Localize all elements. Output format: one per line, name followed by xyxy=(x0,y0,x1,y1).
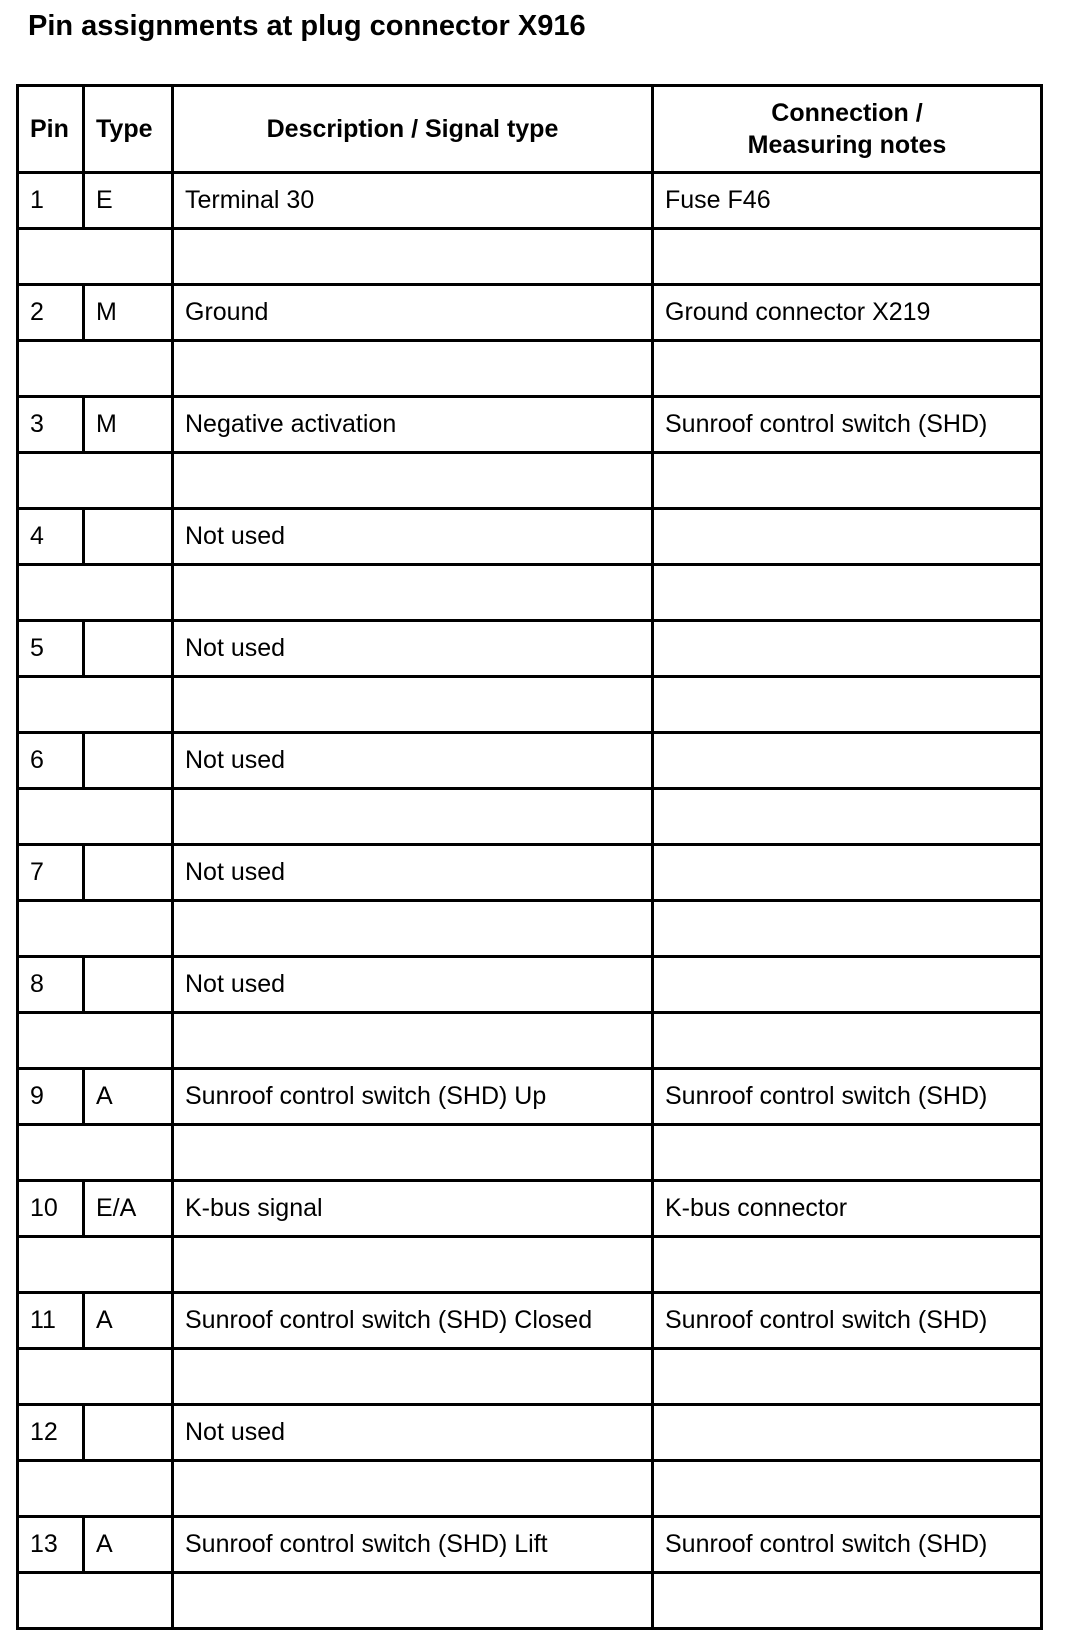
page-title: Pin assignments at plug connector X916 xyxy=(28,10,586,42)
spacer-cell xyxy=(18,677,173,733)
header-connection-line1: Connection / xyxy=(771,99,923,127)
header-description: Description / Signal type xyxy=(173,86,653,173)
table-row xyxy=(18,285,1042,341)
type-cell xyxy=(84,957,173,1013)
header-connection-line2: Measuring notes xyxy=(747,131,947,159)
spacer-cell xyxy=(173,1125,653,1181)
spacer-cell xyxy=(173,677,653,733)
pin-cell: 8 xyxy=(18,957,84,1013)
description-cell: Ground xyxy=(173,285,653,341)
type-cell: M xyxy=(84,397,173,453)
type-cell xyxy=(84,733,173,789)
table-row xyxy=(18,397,1042,453)
pin-cell: 1 xyxy=(18,173,84,229)
connection-cell: Sunroof control switch (SHD) xyxy=(653,1069,1042,1125)
pin-cell: 4 xyxy=(18,509,84,565)
connection-cell xyxy=(653,845,1042,901)
type-cell: E xyxy=(84,173,173,229)
spacer-cell xyxy=(173,1013,653,1069)
spacer-cell xyxy=(173,341,653,397)
spacer-cell xyxy=(653,341,1042,397)
spacer-cell xyxy=(653,1573,1042,1629)
description-cell: Sunroof control switch (SHD) Up xyxy=(173,1069,653,1125)
header-pin: Pin xyxy=(18,86,84,173)
table-row xyxy=(18,1517,1042,1573)
spacer-cell xyxy=(18,901,173,957)
table-row xyxy=(18,621,1042,677)
type-cell xyxy=(84,845,173,901)
connection-cell: Fuse F46 xyxy=(653,173,1042,229)
connection-cell xyxy=(653,957,1042,1013)
spacer-cell xyxy=(653,677,1042,733)
table-row xyxy=(18,1293,1042,1349)
spacer-cell xyxy=(653,901,1042,957)
pin-cell: 6 xyxy=(18,733,84,789)
pin-cell: 12 xyxy=(18,1405,84,1461)
table-row xyxy=(18,957,1042,1013)
pin-cell: 5 xyxy=(18,621,84,677)
spacer-cell xyxy=(173,1349,653,1405)
table-row xyxy=(18,733,1042,789)
spacer-cell xyxy=(18,229,173,285)
description-cell: Not used xyxy=(173,733,653,789)
spacer-row xyxy=(18,565,1042,621)
spacer-cell xyxy=(173,1461,653,1517)
spacer-cell xyxy=(173,1237,653,1293)
type-cell xyxy=(84,621,173,677)
spacer-cell xyxy=(653,453,1042,509)
spacer-row xyxy=(18,1013,1042,1069)
description-cell: Negative activation xyxy=(173,397,653,453)
spacer-cell xyxy=(173,1573,653,1629)
table-row xyxy=(18,173,1042,229)
type-cell: A xyxy=(84,1517,173,1573)
pin-cell: 9 xyxy=(18,1069,84,1125)
spacer-cell xyxy=(173,789,653,845)
table-row xyxy=(18,509,1042,565)
spacer-cell xyxy=(18,453,173,509)
pin-cell: 10 xyxy=(18,1181,84,1237)
spacer-cell xyxy=(653,229,1042,285)
connection-cell: Sunroof control switch (SHD) xyxy=(653,397,1042,453)
description-cell: Not used xyxy=(173,1405,653,1461)
connection-cell xyxy=(653,621,1042,677)
spacer-cell xyxy=(18,1013,173,1069)
connection-cell xyxy=(653,1405,1042,1461)
spacer-row xyxy=(18,453,1042,509)
spacer-cell xyxy=(653,1349,1042,1405)
spacer-cell xyxy=(653,1013,1042,1069)
description-cell: Not used xyxy=(173,957,653,1013)
table-row xyxy=(18,1069,1042,1125)
pin-cell: 3 xyxy=(18,397,84,453)
spacer-row xyxy=(18,341,1042,397)
pin-cell: 2 xyxy=(18,285,84,341)
table-row xyxy=(18,1181,1042,1237)
description-cell: Sunroof control switch (SHD) Closed xyxy=(173,1293,653,1349)
connection-cell: Sunroof control switch (SHD) xyxy=(653,1293,1042,1349)
spacer-cell xyxy=(653,1461,1042,1517)
spacer-cell xyxy=(18,789,173,845)
spacer-row xyxy=(18,229,1042,285)
pin-cell: 7 xyxy=(18,845,84,901)
spacer-cell xyxy=(173,229,653,285)
spacer-cell xyxy=(18,1461,173,1517)
description-cell: Terminal 30 xyxy=(173,173,653,229)
pin-cell: 13 xyxy=(18,1517,84,1573)
connection-cell: Sunroof control switch (SHD) xyxy=(653,1517,1042,1573)
type-cell xyxy=(84,509,173,565)
header-type: Type xyxy=(84,86,173,173)
description-cell: Not used xyxy=(173,509,653,565)
spacer-cell xyxy=(653,1237,1042,1293)
spacer-row xyxy=(18,901,1042,957)
spacer-row xyxy=(18,1573,1042,1629)
spacer-cell xyxy=(173,901,653,957)
spacer-cell xyxy=(653,789,1042,845)
type-cell xyxy=(84,1405,173,1461)
spacer-row xyxy=(18,789,1042,845)
connection-cell xyxy=(653,733,1042,789)
spacer-cell xyxy=(18,565,173,621)
header-connection xyxy=(653,86,1042,173)
spacer-row xyxy=(18,1125,1042,1181)
table-header-row xyxy=(18,86,1042,173)
pin-assignment-table xyxy=(16,84,1043,1630)
connection-cell: Ground connector X219 xyxy=(653,285,1042,341)
table-row xyxy=(18,1405,1042,1461)
spacer-cell xyxy=(18,1573,173,1629)
description-cell: Sunroof control switch (SHD) Lift xyxy=(173,1517,653,1573)
connection-cell xyxy=(653,509,1042,565)
pin-cell: 11 xyxy=(18,1293,84,1349)
type-cell: A xyxy=(84,1293,173,1349)
table-row xyxy=(18,845,1042,901)
spacer-cell xyxy=(18,1125,173,1181)
spacer-cell xyxy=(653,1125,1042,1181)
spacer-cell xyxy=(653,565,1042,621)
spacer-row xyxy=(18,1461,1042,1517)
connection-cell: K-bus connector xyxy=(653,1181,1042,1237)
type-cell: E/A xyxy=(84,1181,173,1237)
type-cell: A xyxy=(84,1069,173,1125)
spacer-cell xyxy=(18,1349,173,1405)
spacer-cell xyxy=(173,565,653,621)
spacer-cell xyxy=(173,453,653,509)
spacer-row xyxy=(18,1237,1042,1293)
description-cell: Not used xyxy=(173,845,653,901)
spacer-row xyxy=(18,1349,1042,1405)
type-cell: M xyxy=(84,285,173,341)
spacer-row xyxy=(18,677,1042,733)
spacer-cell xyxy=(18,1237,173,1293)
description-cell: Not used xyxy=(173,621,653,677)
spacer-cell xyxy=(18,341,173,397)
description-cell: K-bus signal xyxy=(173,1181,653,1237)
